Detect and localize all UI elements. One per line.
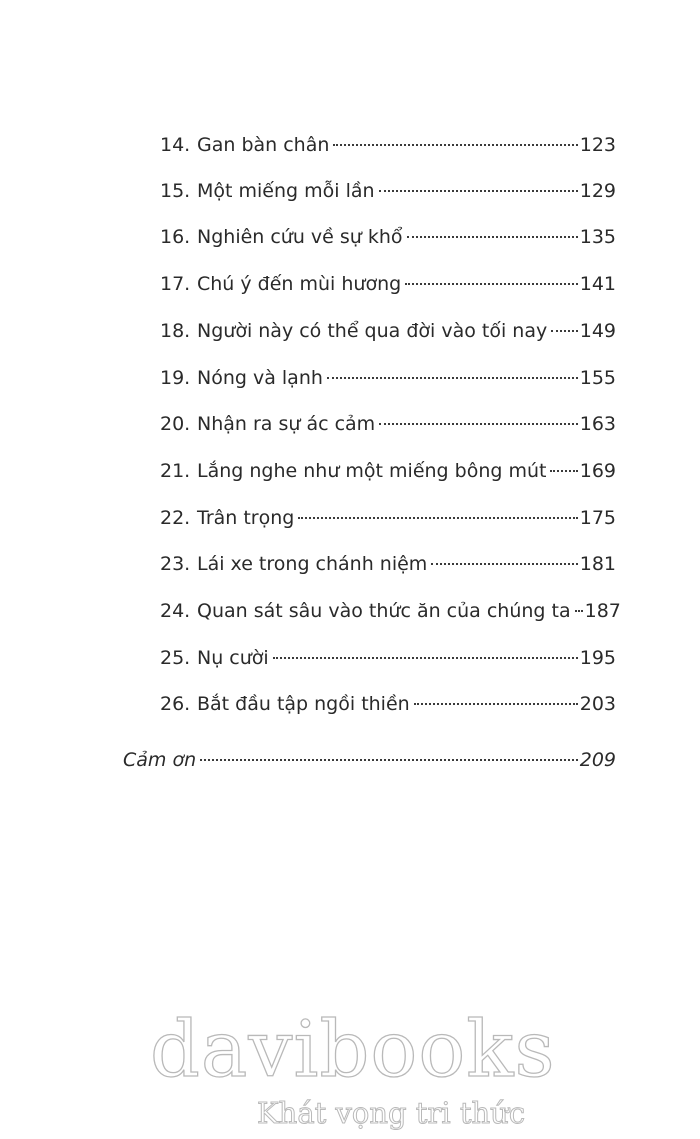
toc-entry-number: 18. xyxy=(160,320,191,342)
dot-leader xyxy=(405,283,578,285)
toc-entry-page: 163 xyxy=(579,413,616,435)
toc-entry xyxy=(160,643,616,673)
toc-entry xyxy=(160,596,621,626)
toc-entry-title: Lắng nghe như một miếng bông mút xyxy=(197,460,547,482)
toc-entry-page: 129 xyxy=(579,180,616,202)
toc-entry-title: Gan bàn chân xyxy=(197,134,330,156)
toc-entry-page: 203 xyxy=(579,693,616,715)
toc-entry-title: Trân trọng xyxy=(197,507,295,529)
toc-entry-title: Nhận ra sự ác cảm xyxy=(197,413,376,435)
dot-leader xyxy=(200,759,578,761)
toc-entry-number: 15. xyxy=(160,180,191,202)
toc-entry-page: 175 xyxy=(579,507,616,529)
toc-entry-number: 17. xyxy=(160,273,191,295)
toc-entry xyxy=(160,176,616,206)
toc-entry-page: 181 xyxy=(579,553,616,575)
dot-leader xyxy=(379,190,578,192)
toc-entry xyxy=(160,269,616,299)
dot-leader xyxy=(379,423,578,425)
acknowledgment-page: 209 xyxy=(579,749,616,771)
watermark-brand: davibooks xyxy=(150,1005,556,1095)
toc-entry-title: Bắt đầu tập ngồi thiền xyxy=(197,693,410,715)
toc-entry-title: Quan sát sâu vào thức ăn của chúng ta xyxy=(197,600,571,622)
toc-entry xyxy=(160,130,616,160)
toc-entry-page: 169 xyxy=(579,460,616,482)
toc-entry-number: 21. xyxy=(160,460,191,482)
watermark-tagline: Khát vọng tri thức xyxy=(257,1096,526,1130)
toc-entry xyxy=(160,456,616,486)
dot-leader xyxy=(298,517,577,519)
dot-leader xyxy=(333,144,577,146)
toc-entry-page: 123 xyxy=(579,134,616,156)
toc-entry-number: 19. xyxy=(160,367,191,389)
toc-entry-title: Một miếng mỗi lần xyxy=(197,180,375,202)
dot-leader xyxy=(551,330,578,332)
toc-entry-number: 23. xyxy=(160,553,191,575)
acknowledgment-title: Cảm ơn xyxy=(123,749,197,771)
toc-entry-title: Nụ cười xyxy=(197,647,269,669)
toc-entry-page: 195 xyxy=(579,647,616,669)
dot-leader xyxy=(273,657,578,659)
dot-leader xyxy=(550,470,577,472)
toc-entry xyxy=(160,363,616,393)
toc-entry-page: 149 xyxy=(579,320,616,342)
toc-entry-number: 14. xyxy=(160,134,191,156)
toc-entry-number: 16. xyxy=(160,226,191,248)
toc-acknowledgment xyxy=(123,745,616,775)
toc-entry-title: Nóng và lạnh xyxy=(197,367,323,389)
toc-entry xyxy=(160,316,616,346)
toc-entry xyxy=(160,549,616,579)
toc-entry-number: 22. xyxy=(160,507,191,529)
toc-entry xyxy=(160,409,616,439)
dot-leader xyxy=(431,563,577,565)
toc-entry-title: Nghiên cứu về sự khổ xyxy=(197,226,403,248)
dot-leader xyxy=(327,377,578,379)
toc-entry-title: Chú ý đến mùi hương xyxy=(197,273,402,295)
dot-leader xyxy=(575,610,583,612)
toc-entry-number: 20. xyxy=(160,413,191,435)
toc-entry xyxy=(160,689,616,719)
toc-entry-number: 26. xyxy=(160,693,191,715)
toc-entry xyxy=(160,222,616,252)
toc-entry-number: 25. xyxy=(160,647,191,669)
toc-entry-title: Lái xe trong chánh niệm xyxy=(197,553,428,575)
toc-entry xyxy=(160,503,616,533)
toc-entry-number: 24. xyxy=(160,600,191,622)
dot-leader xyxy=(407,236,578,238)
publisher-watermark xyxy=(150,1005,570,1135)
toc-entry-page: 135 xyxy=(579,226,616,248)
toc-entry-page: 155 xyxy=(579,367,616,389)
toc-entry-page: 187 xyxy=(584,600,621,622)
toc-entry-page: 141 xyxy=(579,273,616,295)
toc-entry-title: Người này có thể qua đời vào tối nay xyxy=(197,320,548,342)
dot-leader xyxy=(414,703,578,705)
